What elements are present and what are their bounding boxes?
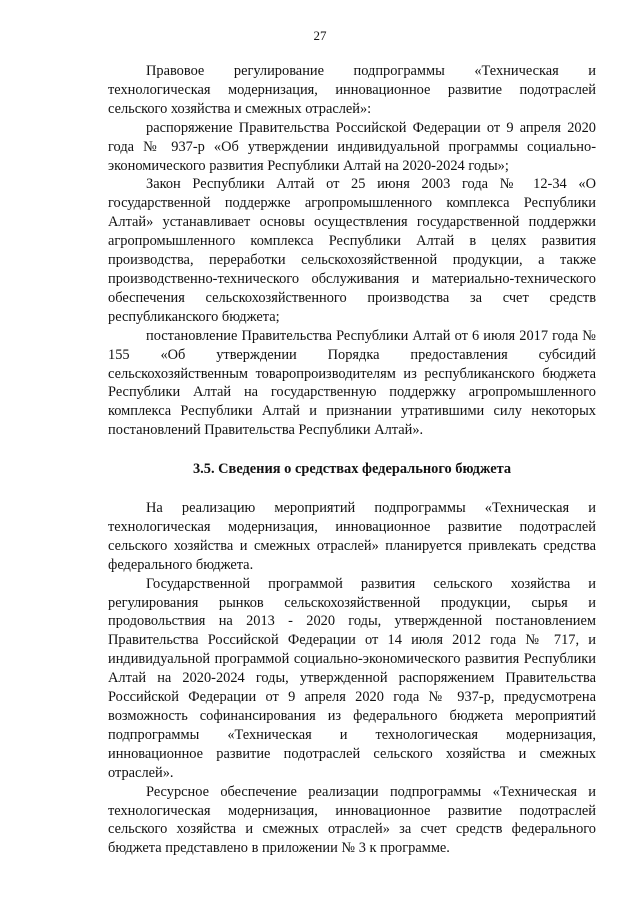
- section-heading: 3.5. Сведения о средствах федерального бюджета: [192, 461, 512, 478]
- spacer: [108, 479, 596, 499]
- paragraph-resource-support: Ресурсное обеспечение реализации подпрограммы «Техническая и технологическая модернизация, инновационное развитие подотраслей сельского хозяйства и смежных отраслей» за счет средств федерального бюджета представлено в приложении № 3 к программе.: [108, 783, 596, 857]
- paragraph-state-program: Государственной программой развития сельского хозяйства и регулирования рынков сельскохозяйственной продукции, сырья и продовольствия на 2013 - 2020 годы, утвержденной постановлением Правительства Российской Федерации от 14 июля 2012 года № 717, и индивидуальной программой социально-экономического развития Республики Алтай на 2020-2024 годы, утвержденной распоряжением Правительства Российской Федерации от 9 апреля 2020 года № 937-р, предусмотрена возможность софинансирования из федерального бюджета мероприятий подпрограммы «Техническая и технологическая модернизация, инновационное развитие подотраслей сельского хозяйства и смежных отраслей».: [108, 575, 596, 781]
- paragraph-federal-funds-plan: На реализацию мероприятий подпрограммы «Техническая и технологическая модернизация, инновационное развитие подотраслей сельского хозяйства и смежных отраслей» планируется привлекать средства федерального бюджета.: [108, 500, 596, 573]
- page-number: 27: [313, 28, 327, 43]
- document-body: [108, 62, 596, 858]
- paragraph-legal-regulation-intro: Правовое регулирование подпрограммы «Техническая и технологическая модернизация, инновационное развитие подотраслей сельского хозяйства и смежных отраслей»:: [108, 63, 596, 117]
- paragraph-altai-resolution: постановление Правительства Республики Алтай от 6 июля 2017 года № 155 «Об утверждении Порядка предоставления субсидий сельскохозяйственным товаропроизводителям из республиканского бюджета Республики Алтай на государственную поддержку агропромышленного комплекса Республики Алтай и признании утратившими силу некоторых постановлений Правительства Республики Алтай».: [108, 327, 596, 439]
- paragraph-government-order: распоряжение Правительства Российской Федерации от 9 апреля 2020 года № 937-р «Об утверждении индивидуальной программы социально-экономического развития Республики Алтай на 2020-2024 годы»;: [108, 119, 596, 174]
- spacer: [108, 440, 596, 460]
- paragraph-altai-law: Закон Республики Алтай от 25 июня 2003 года № 12-34 «О государственной поддержке агропромышленного комплекса Республики Алтай» устанавливает основы осуществления государственной поддержки агропромышленного комплекса Республики Алтай в целях развития производства, переработки сельскохозяйственной продукции, а также производственно-технического обслуживания и материально-технического обеспечения сельскохозяйственного производства за счет средств республиканского бюджета;: [108, 176, 596, 325]
